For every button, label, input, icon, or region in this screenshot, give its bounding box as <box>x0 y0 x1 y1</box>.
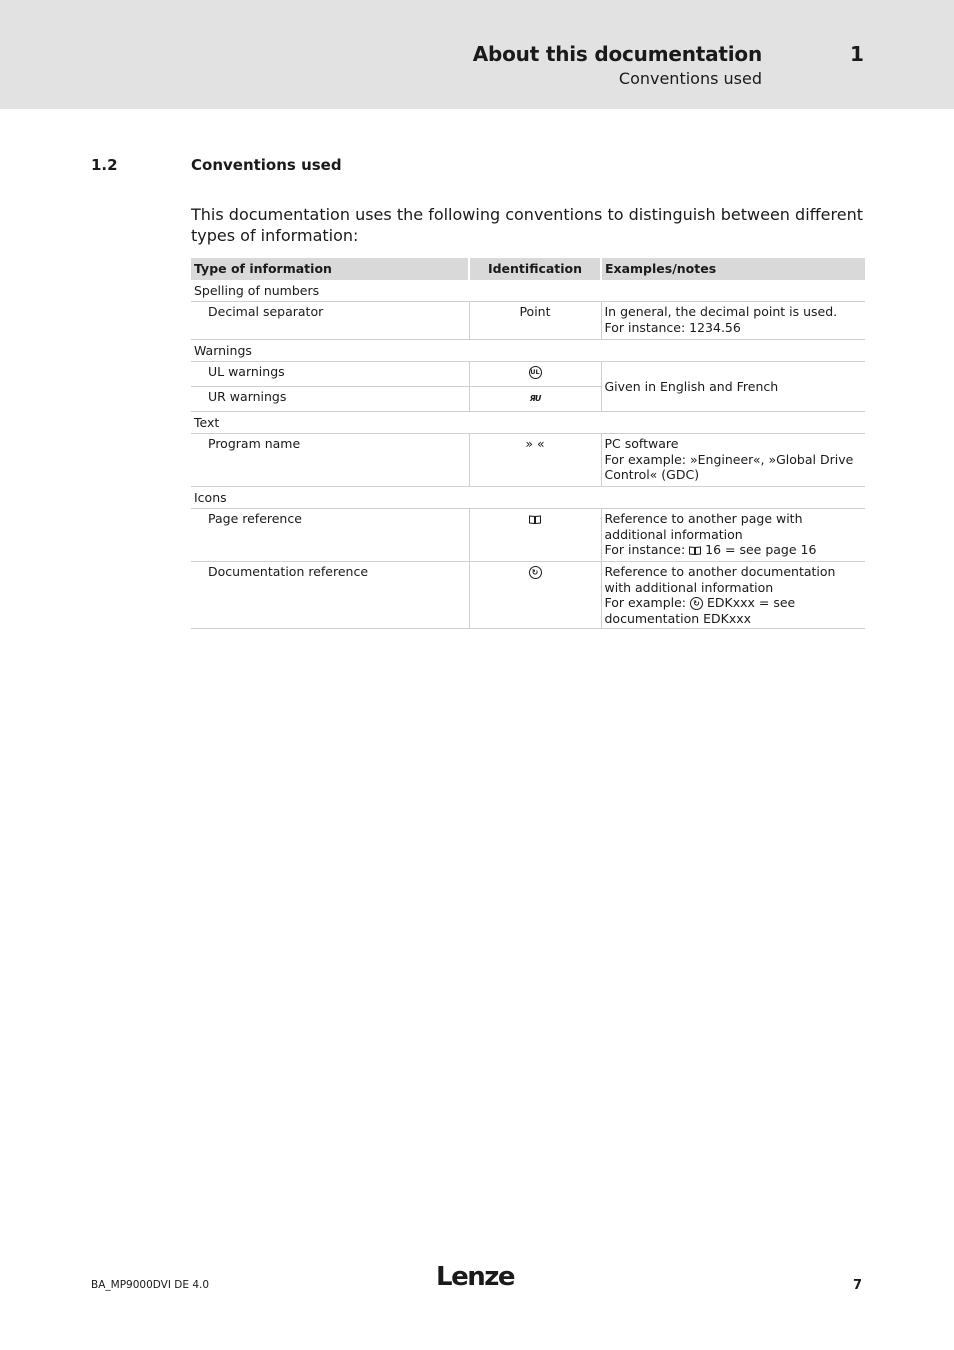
lenze-logo: Lenze <box>436 1262 514 1292</box>
row-example <box>601 562 865 629</box>
row-type: Decimal separator <box>191 302 469 340</box>
group-row <box>191 487 865 509</box>
group-label: Warnings <box>191 340 469 362</box>
row-type: UL warnings <box>191 362 469 387</box>
ur-mark-icon: ЯU <box>529 394 541 403</box>
page-number: 7 <box>853 1278 863 1293</box>
doc-reference-icon: ↻ <box>690 597 703 610</box>
row-example: Given in English and French <box>601 362 865 412</box>
row-type: UR warnings <box>191 387 469 412</box>
chapter-title: About this documentation <box>472 42 762 66</box>
intro-paragraph: This documentation uses the following conventions to distinguish between different types of information: <box>191 205 863 245</box>
chapter-number: 1 <box>850 42 864 66</box>
group-label: Icons <box>191 487 469 509</box>
table-row <box>191 562 865 629</box>
group-row <box>191 280 865 302</box>
ul-mark-icon: UL <box>529 366 542 379</box>
section-number: 1.2 <box>91 156 118 174</box>
row-identification <box>469 362 601 387</box>
example-line <box>605 595 863 626</box>
example-line: In general, the decimal point is used. <box>604 304 838 319</box>
example-suffix: EDKxxx = see documentation EDKxxx <box>604 595 796 626</box>
column-header-examples: Examples/notes <box>601 258 865 280</box>
example-prefix: For example: <box>604 595 687 610</box>
row-identification <box>469 387 601 412</box>
section-title: Conventions used <box>191 156 342 174</box>
chapter-subtitle: Conventions used <box>618 69 762 88</box>
column-header-identification: Identification <box>469 258 601 280</box>
example-line: Reference to another documentation with additional information <box>604 564 836 595</box>
group-label: Text <box>191 412 469 434</box>
table-header-row <box>191 258 865 280</box>
row-example <box>601 434 865 487</box>
table-row <box>191 362 865 387</box>
table-row <box>191 509 865 562</box>
example-line: Reference to another page with additional information <box>604 511 803 542</box>
example-line: For instance: 1234.56 <box>604 319 741 335</box>
group-label: Spelling of numbers <box>191 280 469 302</box>
row-identification: » « <box>469 434 601 487</box>
row-type: Documentation reference <box>191 562 469 629</box>
group-row <box>191 412 865 434</box>
example-line: PC software <box>604 436 679 451</box>
example-line <box>605 542 863 558</box>
conventions-table <box>191 258 865 629</box>
group-row <box>191 340 865 362</box>
row-example <box>601 302 865 340</box>
example-prefix: For instance: <box>604 542 686 557</box>
book-icon <box>689 546 701 555</box>
document-id: BA_MP9000DVI DE 4.0 <box>91 1279 210 1291</box>
doc-reference-icon: ↻ <box>529 566 542 579</box>
book-icon <box>529 515 541 524</box>
row-identification <box>469 562 601 629</box>
table-row <box>191 434 865 487</box>
table-row <box>191 302 865 340</box>
row-identification <box>469 509 601 562</box>
row-type: Page reference <box>191 509 469 562</box>
row-identification: Point <box>469 302 601 340</box>
column-header-type: Type of information <box>191 258 469 280</box>
example-suffix: 16 = see page 16 <box>705 542 817 557</box>
example-line: For example: »Engineer«, »Global Drive Control« (GDC) <box>604 451 854 482</box>
row-type: Program name <box>191 434 469 487</box>
row-example <box>601 509 865 562</box>
